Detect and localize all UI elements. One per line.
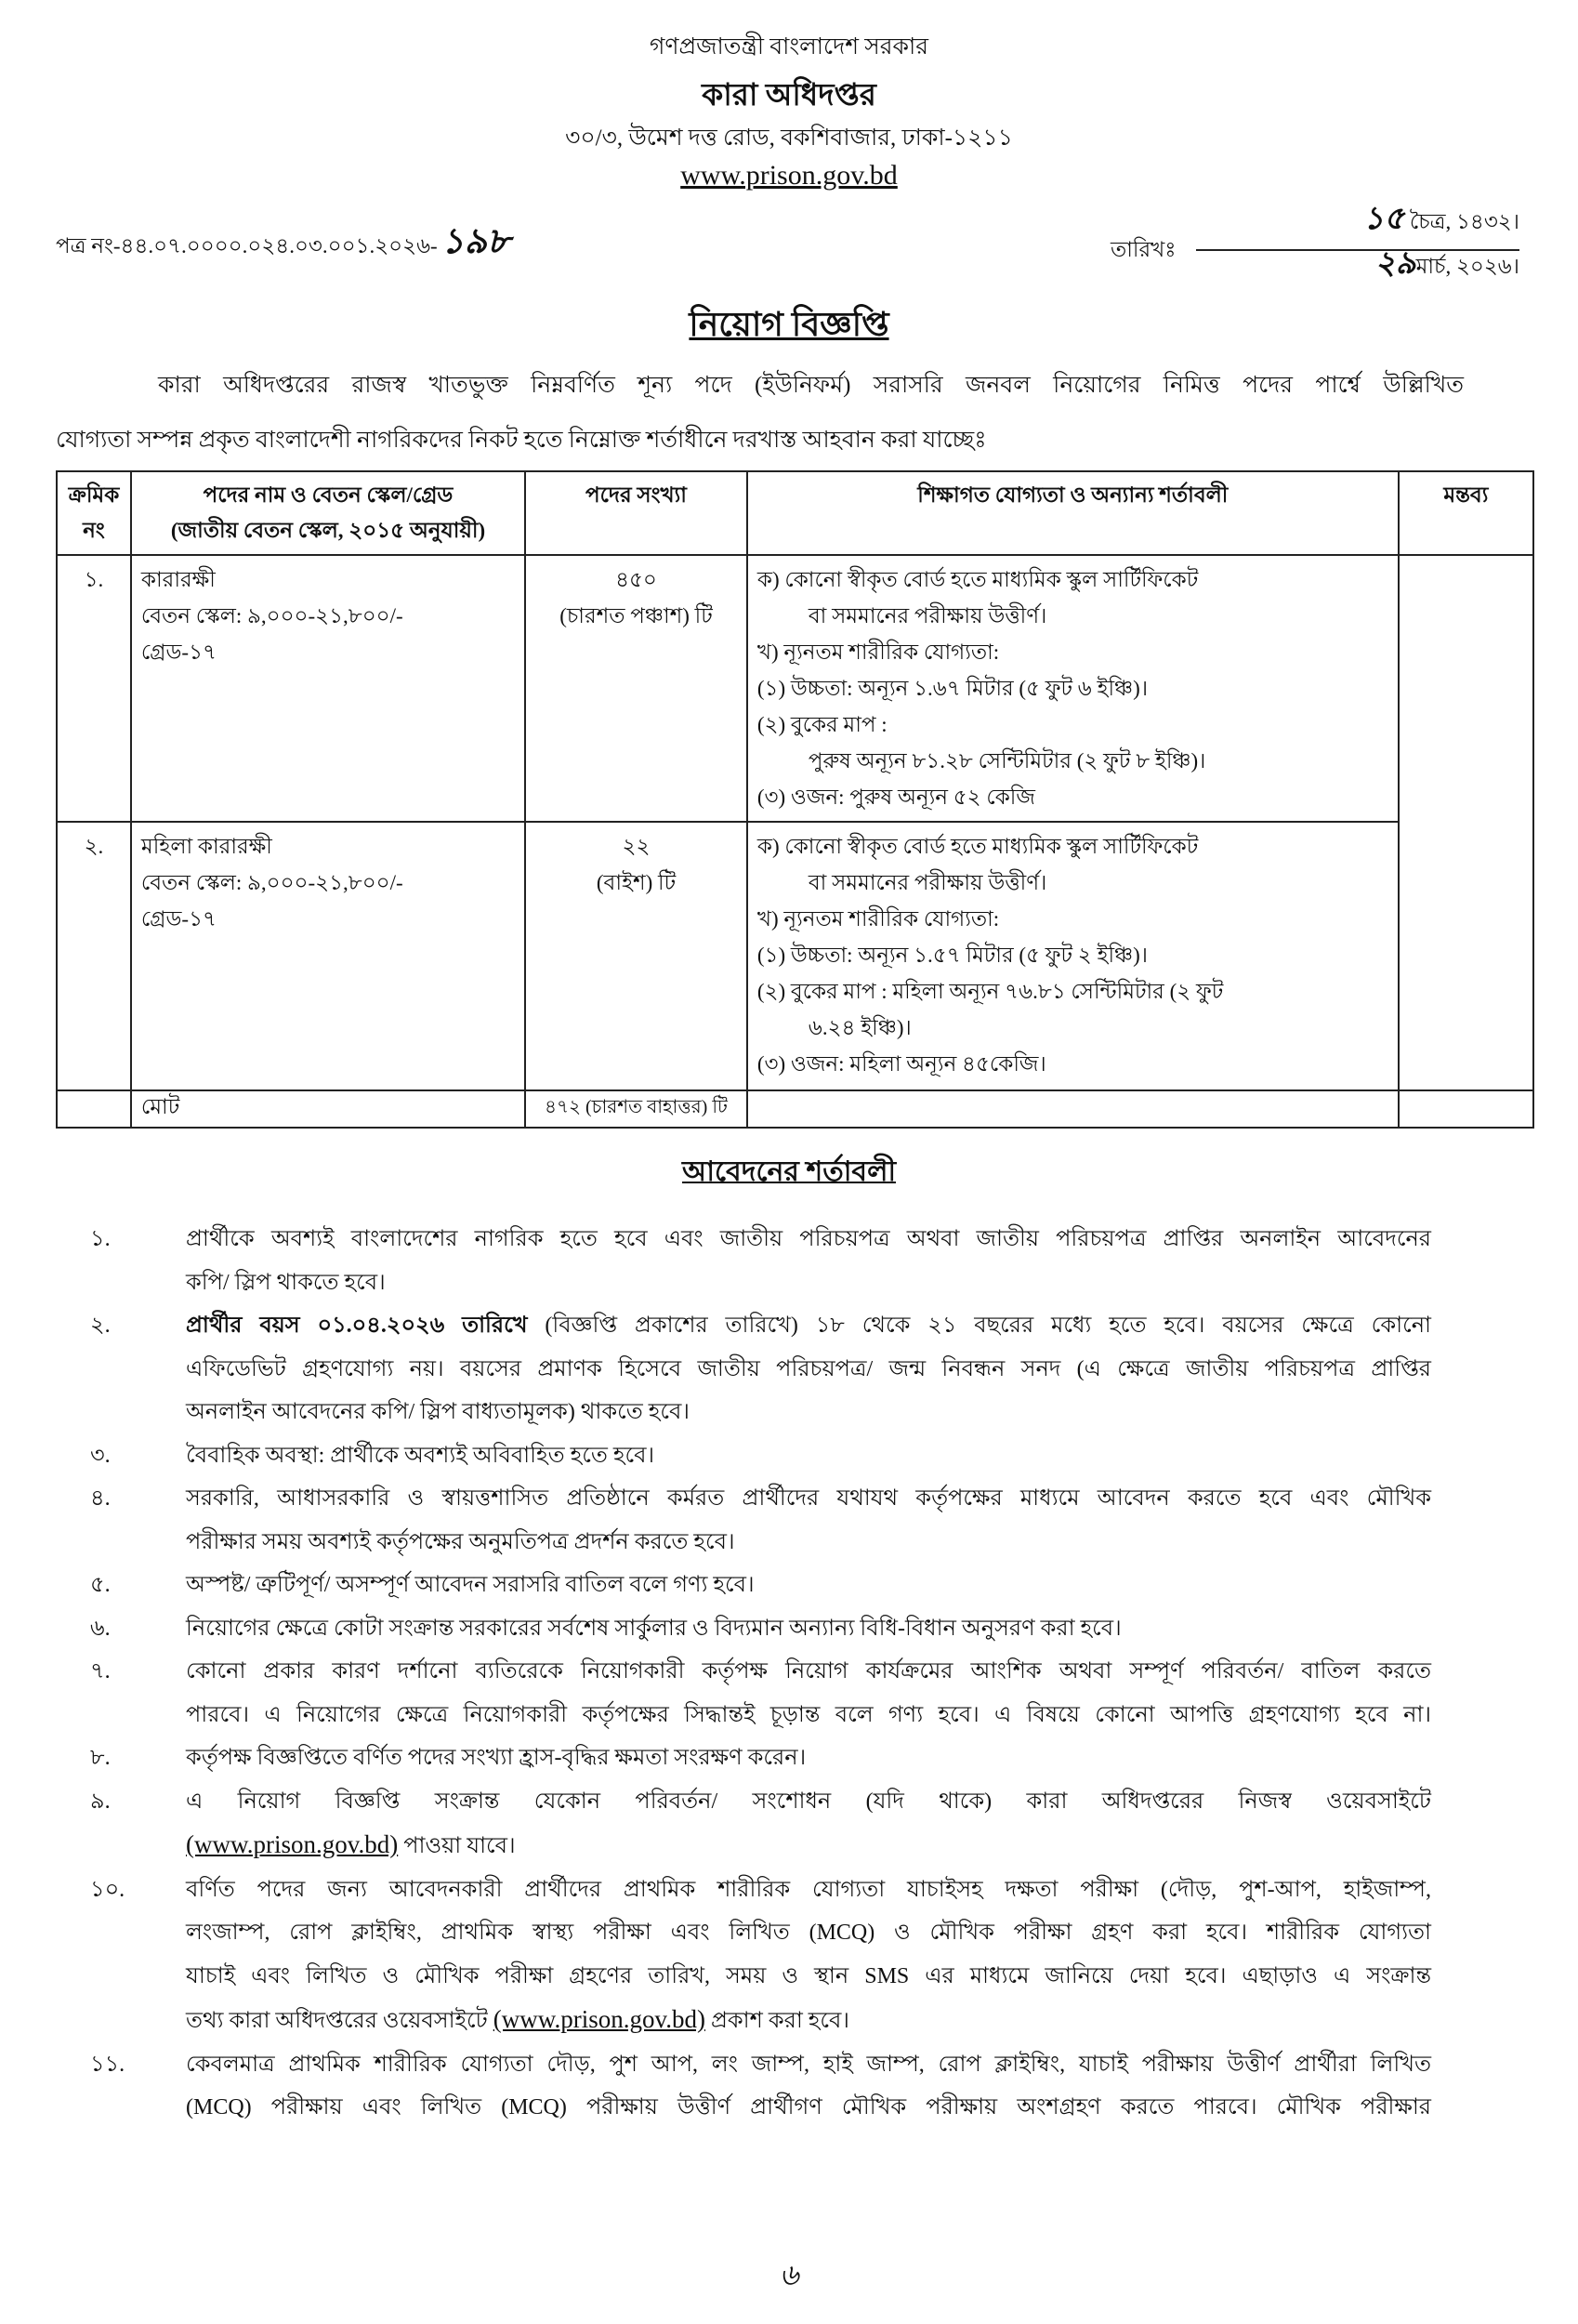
website-link[interactable]: (www.prison.gov.bd)	[186, 1830, 399, 1858]
condition-item: ৬. নিয়োগের ক্ষেত্রে কোটা সংক্রান্ত সরকারের সর্বশেষ সার্কুলার ও বিদ্যমান অন্যান্য বিধি-বিধান অনুসরণ করা হবে।	[90, 1616, 1122, 1641]
english-date: মার্চ, ২০২৬।	[1415, 255, 1519, 278]
conditions-title: আবেদনের শর্তাবলী	[681, 1156, 897, 1187]
header-qualifications: শিক্ষাগত যোগ্যতা ও অন্যান্য শর্তাবলী	[747, 471, 1399, 555]
qualifications-cell: ক) কোনো স্বীকৃত বোর্ড হতে মাধ্যমিক স্কুল সার্টিফিকেট বা সমমানের পরীক্ষায় উত্তীর্ণ। খ) ন্যূনতম শারীরিক যোগ্যতা: (১) উচ্চতা: অন্যূন ১.৬৭ মিটার (৫ ফুট ৬ ইঞ্চি)। (২) বুকের মাপ : পুরুষ অন্যূন ৮১.২৮ সেন্টিমিটার (২ ফুট ৮ ইঞ্চি)। (৩) ওজন: পুরুষ অন্যূন ৫২ কেজি	[747, 555, 1399, 822]
age-date-emphasis: বয়স ০১.০৪.২০২৬ তারিখে	[259, 1314, 528, 1338]
header-count: পদের সংখ্যা	[525, 471, 747, 555]
serial-cell: ১.	[57, 555, 131, 822]
bangla-date: চৈত্র, ১৪৩২।	[1404, 210, 1519, 233]
conditions-list	[90, 1218, 1431, 2130]
total-count: ৪৭২ (চারশত বাহাত্তর) টি	[525, 1090, 747, 1128]
condition-item: ৭. কোনো প্রকার কারণ দর্শানো ব্যতিরেকে নিয়োগকারী কর্তৃপক্ষ নিয়োগ কার্যক্রমের আংশিক অথবা সম্পূর্ণ পরিবর্তন/ বাতিল করতে পারবে। এ নিয়োগের ক্ষেত্রে নিয়োগকারী কর্তৃপক্ষের সিদ্ধান্তই চূড়ান্ত বলে গণ্য হবে। এ বিষয়ে কোনো আপত্তি গ্রহণযোগ্য হবে না।	[90, 1659, 1431, 1727]
intro-line: কারা অধিদপ্তরের রাজস্ব খাতভুক্ত নিম্নবর্ণিত শূন্য পদে (ইউনিফর্ম) সরাসরি জনবল নিয়োগের নিমিত্ত পদের পার্শ্বে উল্লিখিত	[158, 373, 1464, 398]
total-serial-cell	[57, 1090, 131, 1128]
intro-paragraph	[56, 358, 1464, 468]
table-row	[57, 555, 1533, 822]
header-remarks: মন্তব্য	[1399, 471, 1533, 555]
condition-item: ৫. অস্পষ্ট/ ত্রুটিপূর্ণ/ অসম্পূর্ণ আবেদন সরাসরি বাতিল বলে গণ্য হবে।	[90, 1573, 755, 1597]
count-cell: ৪৫০ (চারশত পঞ্চাশ) টি	[525, 555, 747, 822]
condition-item: ৩. বৈবাহিক অবস্থা: প্রার্থীকে অবশ্যই অবিবাহিত হতে হবে।	[90, 1443, 655, 1468]
total-remarks-cell	[1399, 1090, 1533, 1128]
date-divider	[1196, 249, 1519, 251]
total-qualifications-cell	[747, 1090, 1399, 1128]
office-name: কারা অধিদপ্তর	[702, 79, 876, 112]
intro-line: যোগ্যতা সম্পন্ন প্রকৃত বাংলাদেশী নাগরিকদের নিকট হতে নিম্নোক্ত শর্তাধীনে দরখাস্ত আহবান করা যাচ্ছেঃ	[56, 428, 987, 453]
memo-date	[1111, 202, 1519, 292]
condition-item: ৪. সরকারি, আধাসরকারি ও স্বায়ত্তশাসিত প্রতিষ্ঠানে কর্মরত প্রার্থীদের যথাযথ কর্তৃপক্ষের মাধ্যমে আবেদন করতে হবে এবং মৌখিক পরীক্ষার সময় অবশ্যই কর্তৃপক্ষের অনুমতিপত্র প্রদর্শন করতে হবে।	[90, 1486, 1431, 1554]
memo-number	[56, 214, 510, 273]
posts-table	[56, 470, 1534, 1129]
condition-item: ১১. কেবলমাত্র প্রাথমিক শারীরিক যোগ্যতা দৌড়, পুশ আপ, লং জাম্প, হাই জাম্প, রোপ ক্লাইম্বিং, যাচাই পরীক্ষায় উত্তীর্ণ প্রার্থীরা লিখিত (MCQ) পরীক্ষায় এবং লিখিত (MCQ) পরীক্ষায় উত্তীর্ণ প্রার্থীগণ মৌখিক পরীক্ষায় অংশগ্রহণ করতে পারবে। মৌখিক পরীক্ষার	[90, 2052, 1431, 2119]
total-label: মোট	[131, 1090, 525, 1128]
condition-item: ২. প্রার্থীর বয়স ০১.০৪.২০২৬ তারিখে (বিজ্ঞপ্তি প্রকাশের তারিখে) ১৮ থেকে ২১ বছরের মধ্যে হতে হবে। বয়সের ক্ষেত্রে কোনো এফিডেভিট গ্রহণযোগ্য নয়। বয়সের প্রমাণক হিসেবে জাতীয় পরিচয়পত্র/ জন্ম নিবন্ধন সনদ (এ ক্ষেত্রে জাতীয় পরিচয়পত্র প্রাপ্তির অনলাইন আবেদনের কপি/ স্লিপ বাধ্যতামূলক) থাকতে হবে।	[90, 1314, 1432, 1424]
remarks-cell	[1399, 555, 1533, 1090]
post-cell: মহিলা কারারক্ষী বেতন স্কেল: ৯,০০০-২১,৮০০/- গ্রেড-১৭	[131, 822, 525, 1090]
government-name: গণপ্রজাতন্ত্রী বাংলাদেশ সরকার	[649, 34, 929, 59]
english-day: ২৯	[1374, 246, 1416, 281]
condition-item: ১০. বর্ণিত পদের জন্য আবেদনকারী প্রার্থীদের প্রাথমিক শারীরিক যোগ্যতা যাচাইসহ দক্ষতা পরীক্ষা (দৌড়, পুশ-আপ, হাইজাম্প, লংজাম্প, রোপ ক্লাইম্বিং, প্রাথমিক স্বাস্থ্য পরীক্ষা এবং লিখিত (MCQ) ও মৌখিক পরীক্ষা গ্রহণ করা হবে। শারীরিক যোগ্যতা যাচাই এবং লিখিত ও মৌখিক পরীক্ষা গ্রহণের তারিখ, সময় ও স্থান SMS এর মাধ্যমে জানিয়ে দেয়া হবে। এছাড়াও এ সংক্রান্ত তথ্য কারা অধিদপ্তরের ওয়েবসাইটে (www.prison.gov.bd) প্রকাশ করা হবে।	[90, 1877, 1431, 2033]
condition-item: ৮. কর্তৃপক্ষ বিজ্ঞপ্তিতে বর্ণিত পদের সংখ্যা হ্রাস-বৃদ্ধির ক্ষমতা সংরক্ষণ করেন।	[90, 1746, 807, 1770]
condition-item: ৯. এ নিয়োগ বিজ্ঞপ্তি সংক্রান্ত যেকোন পরিবর্তন/ সংশোধন (যদি থাকে) কারা অধিদপ্তরের নিজস্ব ওয়েবসাইটে (www.prison.gov.bd) পাওয়া যাবে।	[90, 1789, 1431, 1858]
bangla-day: ১৫	[1363, 202, 1405, 236]
count-cell: ২২ (বাইশ) টি	[525, 822, 747, 1090]
memo-number-handwritten: ১৯৮	[441, 222, 510, 261]
table-row	[57, 822, 1533, 1090]
total-row	[57, 1090, 1533, 1128]
table-header-row	[57, 471, 1533, 555]
date-label: তারিখঃ	[1111, 238, 1177, 261]
office-address: ৩০/৩, উমেশ দত্ত রোড, বকশিবাজার, ঢাকা-১২১১	[565, 125, 1013, 151]
post-cell: কারারক্ষী বেতন স্কেল: ৯,০০০-২১,৮০০/- গ্রেড-১৭	[131, 555, 525, 822]
condition-item: ১. প্রার্থীকে অবশ্যই বাংলাদেশের নাগরিক হতে হবে এবং জাতীয় পরিচয়পত্র অথবা জাতীয় পরিচয়পত্র প্রাপ্তির অনলাইন আবেদনের কপি/ স্লিপ থাকতে হবে।	[90, 1227, 1431, 1295]
memo-number-prefix: পত্র নং-৪৪.০৭.০০০০.০২৪.০৩.০০১.২০২৬-	[56, 234, 438, 257]
website-link[interactable]: (www.prison.gov.bd)	[493, 2005, 705, 2033]
website-link[interactable]: www.prison.gov.bd	[680, 160, 898, 191]
notice-title: নিয়োগ বিজ্ঞপ্তি	[689, 306, 889, 343]
serial-cell: ২.	[57, 822, 131, 1090]
page-number: ৬	[779, 2258, 799, 2291]
qualifications-cell: ক) কোনো স্বীকৃত বোর্ড হতে মাধ্যমিক স্কুল সার্টিফিকেট বা সমমানের পরীক্ষায় উত্তীর্ণ। খ) ন্যূনতম শারীরিক যোগ্যতা: (১) উচ্চতা: অন্যূন ১.৫৭ মিটার (৫ ফুট ২ ইঞ্চি)। (২) বুকের মাপ : মহিলা অন্যূন ৭৬.৮১ সেন্টিমিটার (২ ফুট ৬.২৪ ইঞ্চি)। (৩) ওজন: মহিলা অন্যূন ৪৫কেজি।	[747, 822, 1399, 1090]
header-serial: ক্রমিক নং	[57, 471, 131, 555]
header-post: পদের নাম ও বেতন স্কেল/গ্রেড (জাতীয় বেতন স্কেল, ২০১৫ অনুযায়ী)	[131, 471, 525, 555]
